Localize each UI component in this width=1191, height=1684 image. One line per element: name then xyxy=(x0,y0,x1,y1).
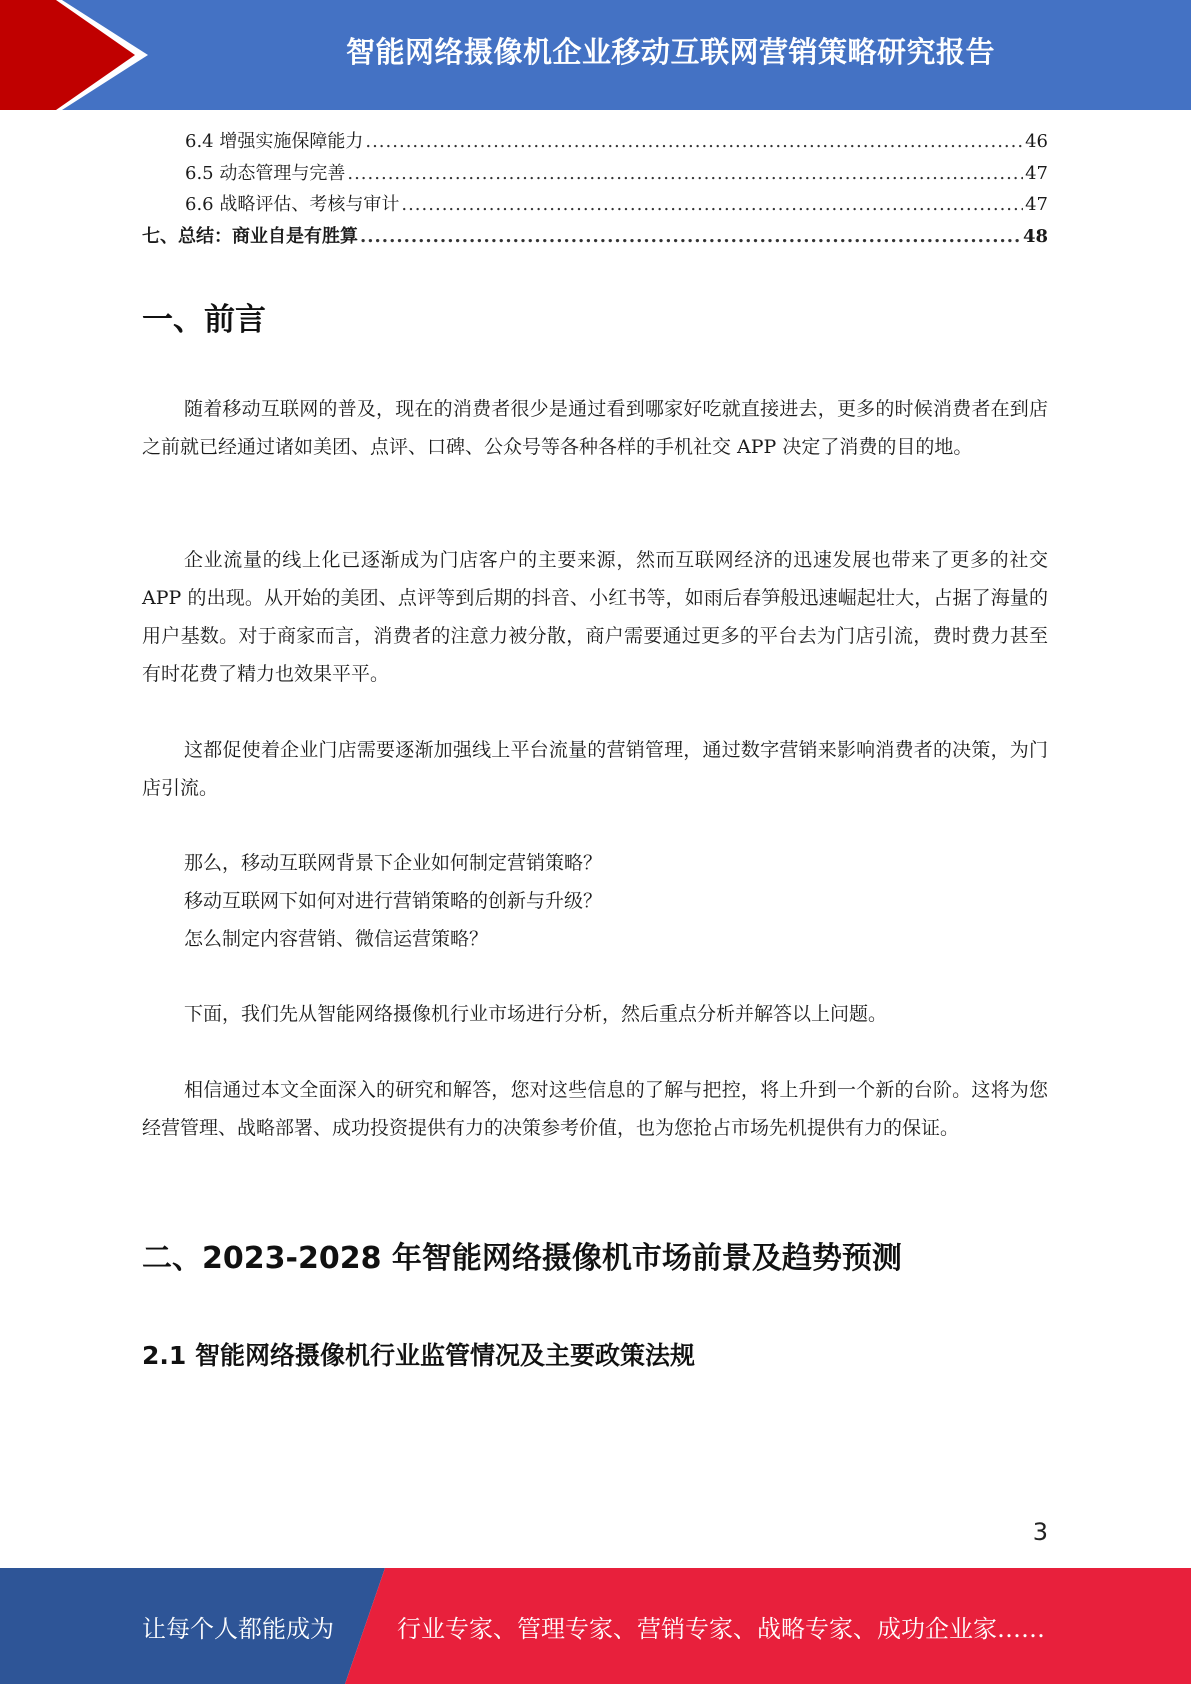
toc-label: 七、总结：商业自是有胜算 xyxy=(142,225,358,247)
toc-label: 6.6 战略评估、考核与审计 xyxy=(185,194,400,215)
toc-page: 46 xyxy=(1025,131,1048,152)
toc-page: 48 xyxy=(1022,225,1048,247)
toc-entry-7[interactable] xyxy=(142,222,1048,254)
toc-leader-dots xyxy=(347,163,1023,184)
toc-label: 6.5 动态管理与完善 xyxy=(185,162,346,184)
paragraph-3: 这都促使着企业门店需要逐渐加强线上平台流量的营销管理，通过数字营销来影响消费者的决策，为门店引流。 xyxy=(142,739,1048,799)
footer-slogan-left: 让每个人都能成为 xyxy=(142,1614,334,1643)
header-bar xyxy=(0,0,1191,110)
footer-banner xyxy=(0,1568,1191,1684)
toc-leader-dots xyxy=(401,194,1023,215)
toc-entry-6-5[interactable] xyxy=(142,159,1048,191)
paragraph-5: 相信通过本文全面深入的研究和解答，您对这些信息的了解与把控，将上升到一个新的台阶。这将为您经营管理、战略部署、成功投资提供有力的决策参考价值，也为您抢占市场先机提供有力的保证。 xyxy=(142,1079,1048,1139)
table-of-contents xyxy=(142,127,1048,253)
paragraph-4: 下面，我们先从智能网络摄像机行业市场进行分析，然后重点分析并解答以上问题。 xyxy=(184,1003,888,1025)
section-heading-preface: 一、前言 xyxy=(142,302,266,338)
question-2: 移动互联网下如何对进行营销策略的创新与升级？ xyxy=(184,890,603,912)
paragraph-1: 随着移动互联网的普及，现在的消费者很少是通过看到哪家好吃就直接进去，更多的时候消费者在到店之前就已经通过诸如美团、点评、口碑、公众号等各种各样的手机社交 APP 决定了消费的目的地。 xyxy=(142,398,1048,458)
section-heading-market-forecast: 二、2023-2028 年智能网络摄像机市场前景及趋势预测 xyxy=(142,1241,902,1276)
page-number: 3 xyxy=(1032,1518,1048,1546)
toc-leader-dots xyxy=(360,226,1021,247)
question-1: 那么，移动互联网背景下企业如何制定营销策略？ xyxy=(184,852,603,874)
document-title: 智能网络摄像机企业移动互联网营销策略研究报告 xyxy=(345,34,995,69)
paragraph-2: 企业流量的线上化已逐渐成为门店客户的主要来源，然而互联网经济的迅速发展也带来了更多的社交 APP 的出现。从开始的美团、点评等到后期的抖音、小红书等，如雨后春笋般迅速崛起壮大，占据了海量的用户基数。对于商家而言，消费者的注意力被分散，商户需要通过更多的平台去为门店引流，费时费力甚至有时花费了精力也效果平平。 xyxy=(142,549,1048,685)
header-arrow-decoration xyxy=(0,0,150,110)
toc-entry-6-4[interactable] xyxy=(142,127,1048,159)
toc-entry-6-6[interactable] xyxy=(142,190,1048,222)
question-3: 怎么制定内容营销、微信运营策略？ xyxy=(184,928,489,950)
subsection-heading-regulation: 2.1 智能网络摄像机行业监管情况及主要政策法规 xyxy=(142,1341,695,1370)
toc-label: 6.4 增强实施保障能力 xyxy=(185,131,364,152)
toc-page: 47 xyxy=(1025,194,1048,215)
toc-page: 47 xyxy=(1025,162,1048,184)
toc-leader-dots xyxy=(365,131,1023,152)
footer-slogan-right: 行业专家、管理专家、营销专家、战略专家、成功企业家…… xyxy=(397,1614,1045,1643)
